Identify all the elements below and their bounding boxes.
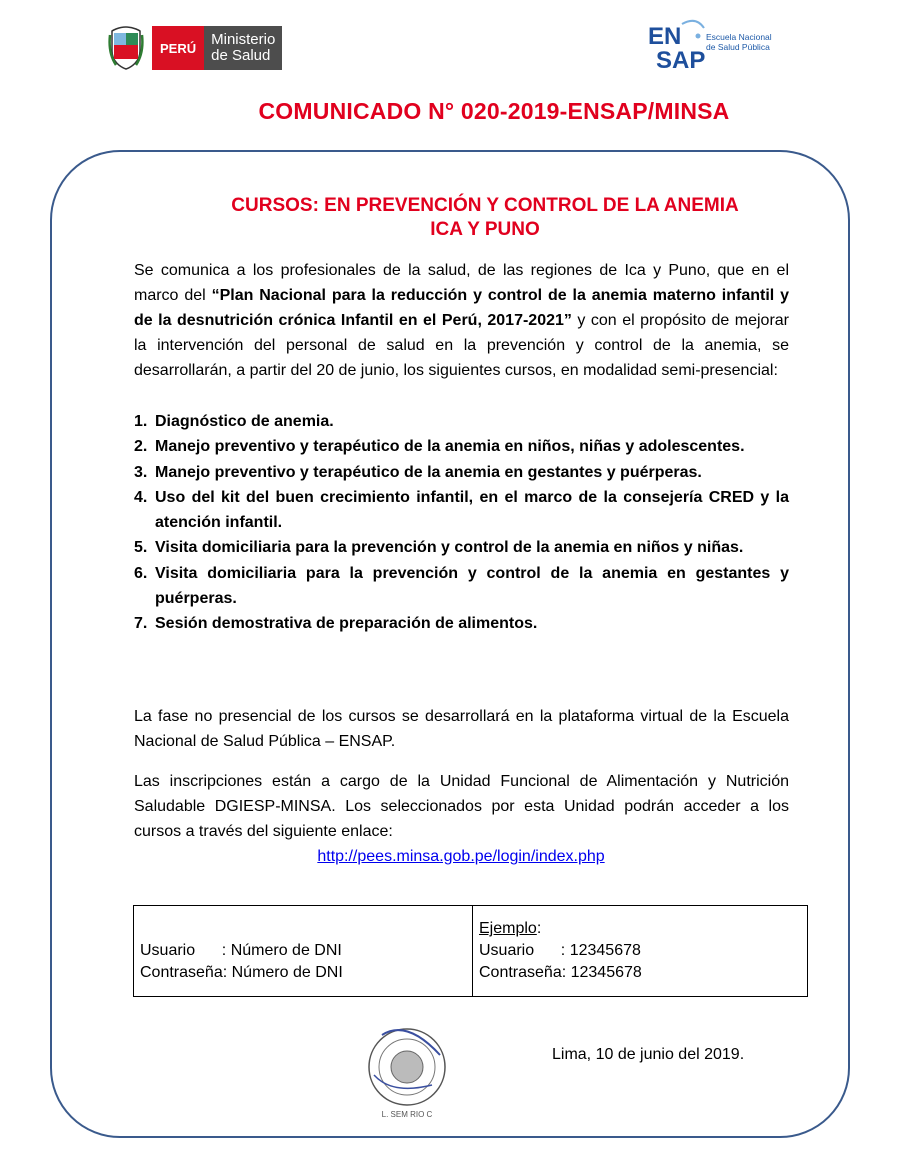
intro-paragraph (134, 258, 789, 383)
list-item-text: Visita domiciliaria para la prevención y control de la anemia en niños y niñas. (155, 539, 744, 557)
minsa-line2: de Salud (211, 47, 271, 64)
list-item-number: 3. (134, 463, 148, 481)
list-item-number: 5. (134, 539, 148, 557)
example-user: Usuario : 12345678 (479, 942, 641, 959)
cursos-title (130, 194, 840, 242)
list-item (134, 611, 789, 636)
minsa-line1: Ministerio (211, 31, 276, 48)
intro-part2: y con el propósito de mejorar la intervención del personal de salud en la prevención y control de la anemia, se desarrollarán, a partir del 20 de junio, los siguientes cursos, en modalidad semi-presencial: (134, 312, 789, 379)
peru-shield-icon (108, 25, 144, 71)
minsa-logo (108, 24, 282, 72)
cursos-title-line2: ICA Y PUNO (430, 219, 540, 240)
credentials-cell (134, 906, 473, 997)
minsa-label (204, 26, 282, 70)
example-colon: : (536, 920, 542, 937)
list-item (134, 561, 789, 612)
list-item-number: 6. (134, 564, 148, 582)
list-item-text: Visita domiciliaria para la prevención y control de la anemia en gestantes y puérperas. (155, 564, 789, 608)
svg-text:EN: EN (648, 23, 682, 50)
course-list (134, 409, 789, 637)
platform-link[interactable]: http://pees.minsa.gob.pe/login/index.php (317, 848, 605, 865)
list-item (134, 485, 789, 536)
list-item (134, 409, 789, 434)
official-seal-icon (362, 1025, 452, 1120)
example-heading (479, 918, 801, 940)
list-item-text: Uso del kit del buen crecimiento infantil, en el marco de la consejería CRED y la atención infantil. (155, 488, 789, 532)
signature-date: Lima, 10 de junio del 2019. (552, 1046, 745, 1063)
list-item-text: Sesión demostrativa de preparación de alimentos. (155, 615, 538, 633)
ensap-logo (646, 18, 796, 74)
list-item-text: Diagnóstico de anemia. (155, 413, 334, 430)
example-label: Ejemplo (479, 920, 537, 937)
credentials-table (133, 905, 808, 997)
list-item (134, 535, 789, 560)
credentials-user: Usuario : Número de DNI (140, 942, 342, 959)
list-item-text: Manejo preventivo y terapéutico de la anemia en niños, niñas y adolescentes. (155, 438, 745, 456)
example-password: Contraseña: 12345678 (479, 964, 642, 981)
list-item-number: 4. (134, 488, 148, 506)
svg-text:SAP: SAP (656, 47, 706, 72)
list-item (134, 460, 789, 485)
comunicado-title: COMUNICADO N° 020-2019-ENSAP/MINSA (258, 98, 730, 124)
seal-text: L. SEM RIO C (381, 1110, 433, 1119)
ensap-text (706, 32, 772, 52)
ensap-line1: Escuela Nacional (706, 32, 772, 42)
platform-paragraph: La fase no presencial de los cursos se desarrollará en la plataforma virtual de la Escuela Nacional de Salud Pública – ENSAP. (134, 708, 789, 750)
list-item-text: Manejo preventivo y terapéutico de la anemia en gestantes y puérperas. (155, 463, 702, 481)
credentials-password: Contraseña: Número de DNI (140, 964, 343, 981)
cursos-title-line1: CURSOS: EN PREVENCIÓN Y CONTROL DE LA ANEMIA (231, 195, 739, 216)
list-item-number: 7. (134, 615, 148, 633)
list-item-number: 2. (134, 438, 148, 456)
enrollment-paragraph: Las inscripciones están a cargo de la Unidad Funcional de Alimentación y Nutrición Saludable DGIESP-MINSA. Los seleccionados por esta Unidad podrán acceder a los cursos a través del siguiente enlace: (134, 773, 789, 840)
example-cell (473, 906, 808, 997)
intro-part1: Se comunica a los profesionales de la salud, de las regiones de Ica y Puno, que en el marco del (134, 262, 789, 304)
list-item (134, 434, 789, 459)
list-item-number: 1. (134, 413, 148, 430)
intro-plan-name: “Plan Nacional para la reducción y control de la anemia materno infantil y de la desnutrición crónica Infantil en el Perú, 2017-2021” (134, 287, 789, 329)
ensap-line2: de Salud Pública (706, 42, 770, 52)
ensap-logo-icon (646, 18, 706, 72)
peru-label: PERÚ (152, 26, 204, 70)
